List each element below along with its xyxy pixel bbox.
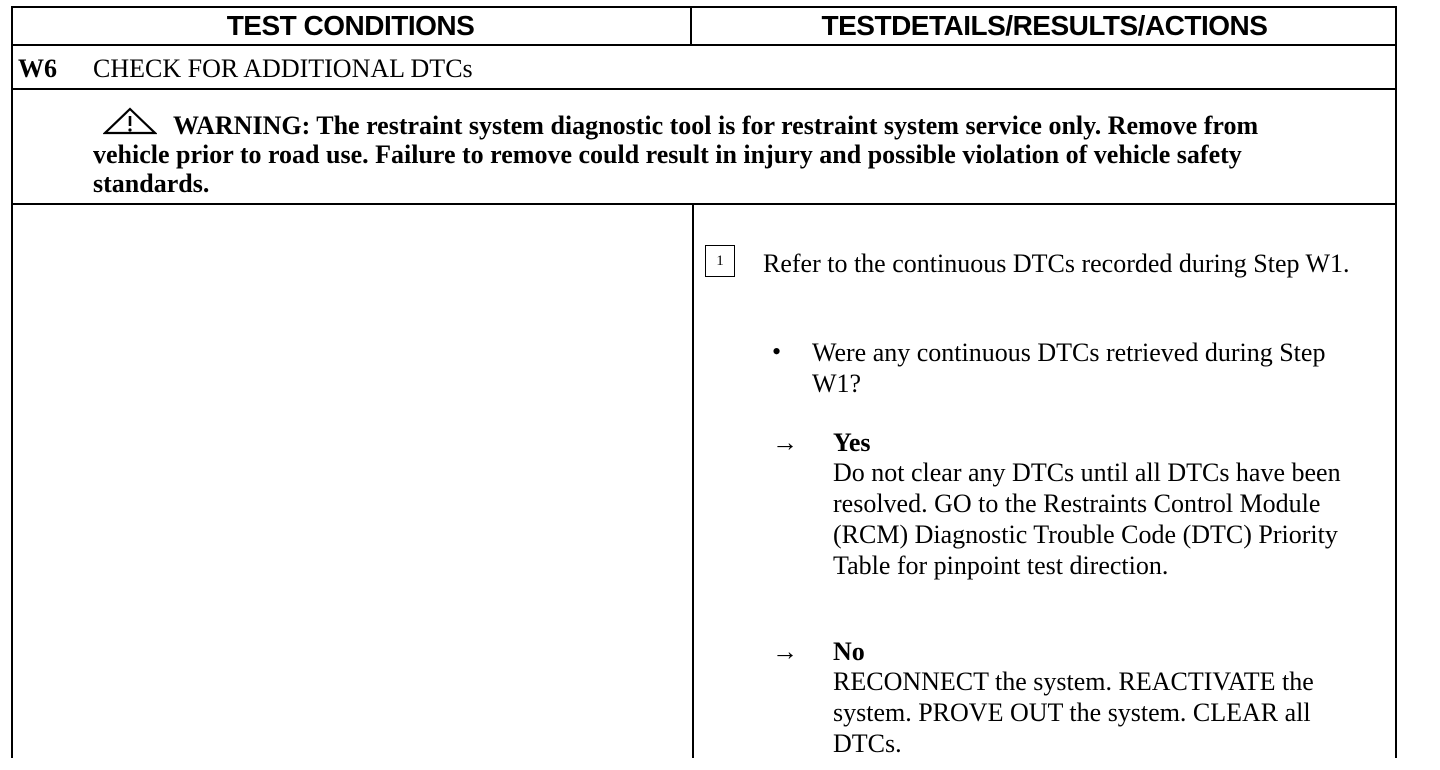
header-test-conditions: TEST CONDITIONS — [11, 6, 692, 46]
arrow-right-icon: → — [772, 637, 798, 666]
arrow-right-icon: → — [772, 428, 798, 457]
bullet-icon: • — [772, 337, 782, 366]
divider — [11, 88, 1397, 90]
no-action-text: RECONNECT the system. REACTIVATE the system. PROVE OUT the system. CLEAR all DTCs. — [833, 667, 1314, 758]
warning-text: WARNING: The restraint system diagnostic tool is for restraint system service only. Remove from vehicle prior to road use. Failure to remove could result in injury and possible violation of vehicle safety standards. — [93, 111, 1259, 198]
divider — [11, 203, 1397, 205]
yes-action-text: Do not clear any DTCs until all DTCs have been resolved. GO to the Restraints Control Module (RCM) Diagnostic Trouble Code (DTC) Priority Table for pinpoint test direction. — [833, 458, 1341, 580]
step-title: CHECK FOR ADDITIONAL DTCs — [93, 54, 473, 83]
header-test-details: TESTDETAILS/RESULTS/ACTIONS — [821, 10, 1268, 41]
step-number-box: 1 — [705, 245, 735, 277]
instruction-text: Refer to the continuous DTCs recorded during Step W1. — [763, 249, 1350, 278]
step-id: W6 — [18, 54, 57, 83]
column-divider — [692, 205, 694, 758]
divider — [11, 44, 1397, 46]
yes-label: Yes — [833, 428, 871, 457]
question-text: Were any continuous DTCs retrieved during Step W1? — [812, 338, 1326, 398]
no-label: No — [833, 637, 865, 666]
